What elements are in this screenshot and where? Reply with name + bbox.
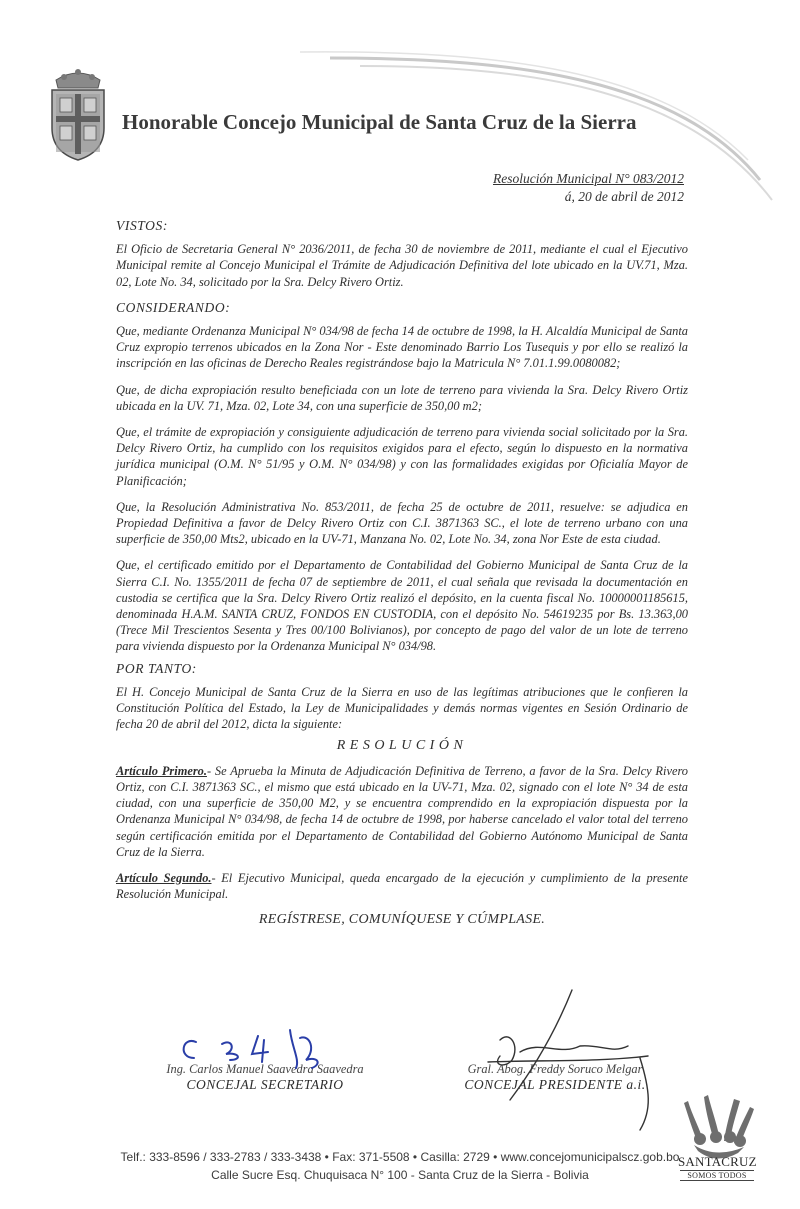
considerando-paragraph-2: Que, de dicha expropiación resulto beneficiada con un lote de terreno para vivienda la Sra. Delcy Rivero Ortiz ubicada en la UV. 71, Mza. 02, Lote 34, con una superficie de 350,00 m2;: [116, 382, 688, 413]
considerando-paragraph-1: Que, mediante Ordenanza Municipal N° 034/98 de fecha 14 de octubre de 1998, la H. Alcaldía Municipal de Santa Cruz expropio terrenos ubicados en la Zona Nor - Este denominado Barrio Los Tusequis y por ello se realizó la inscripción en las oficinas de Derecho Reales registrándose bajo la Matricula N° 7.01.1.99.0080082;: [116, 324, 688, 371]
signature-right-role: CONCEJAL PRESIDENTE a.i.: [464, 1077, 646, 1092]
footer-contact-line: Telf.: 333-8596 / 333-2783 / 333-3438 • Fax: 371-5508 • Casilla: 2729 • www.concejomunicipalscz.gob.bo: [120, 1150, 680, 1164]
closing-formula: REGÍSTRESE, COMUNÍQUESE Y CÚMPLASE.: [258, 912, 546, 928]
article-first-title: Artículo Primero.: [116, 763, 207, 778]
signature-left: [130, 1062, 400, 1093]
coat-of-arms-icon: [46, 66, 110, 162]
header-title: Honorable Concejo Municipal de Santa Cruz de la Sierra: [122, 110, 637, 134]
article-second-title: Artículo Segundo.: [116, 870, 212, 885]
resolucion-heading: RESOLUCIÓN: [336, 738, 468, 754]
document-body: [116, 218, 688, 929]
logo-text-somos-todos: SOMOS TODOS: [680, 1170, 754, 1181]
signature-right: [430, 1062, 680, 1093]
vistos-paragraph: El Oficio de Secretaria General N° 2036/2011, de fecha 30 de noviembre de 2011, mediante el cual el Ejecutivo Municipal remite al Concejo Municipal el Trámite de Adjudicación Definitiva del lote ubicado en la UV.71, Mza. 02, Lote No. 34, solicitado por la Sra. Delcy Rivero Ortiz.: [116, 242, 688, 289]
considerando-heading: CONSIDERANDO:: [116, 299, 231, 315]
article-first: [116, 763, 688, 860]
logo-text-santacruz: SANTACRUZ: [678, 1154, 757, 1169]
considerando-paragraph-4: Que, la Resolución Administrativa No. 853/2011, de fecha 25 de octubre de 2011, resuelve: se adjudica en Propiedad Definitiva a favor de Delcy Rivero Ortiz con C.I. 3871363 SC., el lote de terreno urbano con una superficie de 350,00 Mts2, ubicado en la UV-71, Manzana No. 02, Lote No. 34, zona Nor Este de esta ciudad.: [116, 499, 688, 547]
signature-right-name: Gral. Abog. Freddy Soruco Melgar: [467, 1062, 643, 1076]
vistos-heading: VISTOS:: [116, 218, 168, 233]
resolution-block: [493, 170, 684, 206]
resolution-date: á, 20 de abril de 2012: [564, 189, 684, 204]
por-tanto-paragraph: El H. Concejo Municipal de Santa Cruz de la Sierra en uso de las legítimas atribuciones que le confieren la Constitución Política del Estado, la Ley de Municipalidades y demás normas vigentes en Sesión Ordinario de fecha 20 de abril del 2012, dicta la siguiente:: [116, 684, 688, 732]
considerando-paragraph-3: Que, el trámite de expropiación y consiguiente adjudicación de terreno para vivienda social solicitado por la Sra. Delcy Rivero Ortiz, ha cumplido con los requisitos exigidos para el efecto, según lo dispuesto en la normativa jurídica municipal (O.M. N° 51/95 y O.M. N° 034/98) y con las formalidades exigidas por Oficialía Mayor de Planificación;: [116, 425, 688, 488]
signature-left-role: CONCEJAL SECRETARIO: [186, 1077, 344, 1092]
por-tanto-heading: POR TANTO:: [116, 660, 197, 676]
footer-address-line: Calle Sucre Esq. Chuquisaca N° 100 - Santa Cruz de la Sierra - Bolivia: [211, 1168, 589, 1182]
resolution-number: Resolución Municipal N° 083/2012: [492, 171, 684, 186]
signature-left-name: Ing. Carlos Manuel Saavedra Saavedra: [166, 1062, 364, 1076]
article-second: [116, 870, 688, 902]
considerando-paragraph-5: Que, el certificado emitido por el Departamento de Contabilidad del Gobierno Municipal de Santa Cruz de la Sierra C.I. No. 1355/2011 de fecha 07 de septiembre de 2011, el cual señala que revisada la documentación en custodia se certifica que la Sra. Delcy Rivero Ortiz realizó el depósito, en la cuenta fiscal No. 10000001185615, denominada H.A.M. SANTA CRUZ, FONDOS EN CUSTODIA, con el depósito No. 54619235 por Bs. 13.363,00 (Trece Mil Trescientos Sesenta y Tres 00/100 Bolivianos), por concepto de pago del valor de un lote de terreno para vivienda dispuesto por la Ordenanza Municipal N° 034/98.: [116, 558, 688, 654]
article-second-text: - El Ejecutivo Municipal, queda encargado de la ejecución y cumplimiento de la presente Resolución Municipal.: [116, 870, 688, 902]
article-first-text: - Se Aprueba la Minuta de Adjudicación Definitiva de Terreno, a favor de la Sra. Delcy Rivero Ortiz, con C.I. 3871363 SC., el mismo que está ubicado en la UV-71, Mza. 02, signado con el lote N° 34 de esta ciudad, con una superficie de 350,00 M2, y se encuentra comprendido en la expropiación dispuesta por la Ordenanza Municipal N° 034/98, de fecha 14 de octubre de 1998, por haberse cancelado el valor total del terreno según certificación emitida por el Departamento de Contabilidad del Gobierno Autónomo Municipal de Santa Cruz de la Sierra.: [116, 763, 689, 859]
